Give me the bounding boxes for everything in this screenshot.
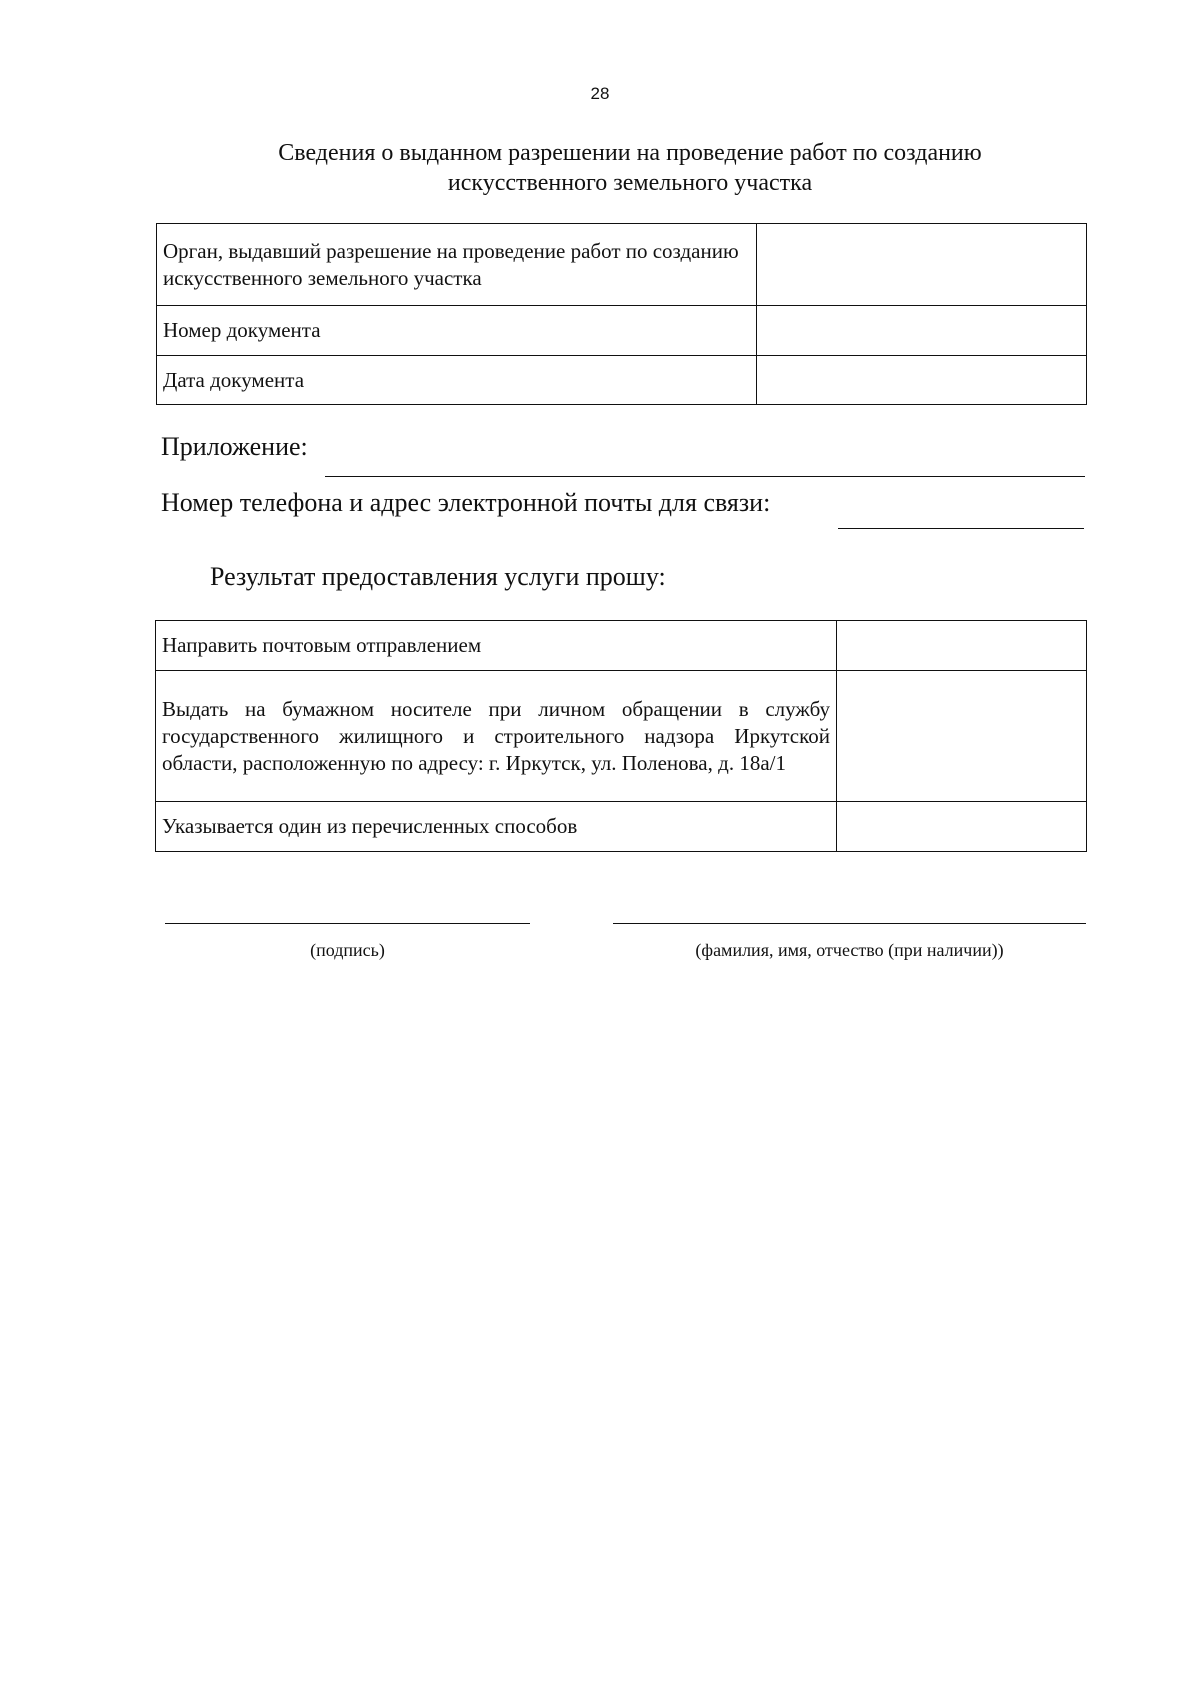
full-name-line[interactable]: [613, 923, 1086, 924]
signature-caption: (подпись): [310, 940, 385, 960]
contact-label: Номер телефона и адрес электронной почты для связи:: [161, 488, 771, 517]
postal-delivery-field[interactable]: [837, 621, 1087, 671]
in-person-pickup-field[interactable]: [837, 671, 1087, 802]
attachment-line[interactable]: [325, 476, 1085, 477]
table-row: [156, 621, 1087, 671]
full-name-caption: (фамилия, имя, отчество (при наличии)): [695, 940, 1004, 960]
in-person-pickup-label: Выдать на бумажном носителе при личном обращении в службу государственного жилищного и строительного надзора Иркутской области, расположенную по адресу: г. Иркутск, ул. Поленова, д. 18а/1: [156, 671, 837, 802]
postal-delivery-label: Направить почтовым отправлением: [156, 621, 837, 671]
method-note-label: Указывается один из перечисленных способов: [156, 802, 837, 852]
signature-line[interactable]: [165, 923, 530, 924]
attachment-label: Приложение:: [161, 432, 308, 461]
result-method-table: [155, 620, 1087, 852]
document-number-label: Номер документа: [157, 306, 757, 356]
contact-line[interactable]: [838, 528, 1084, 529]
section-title: Сведения о выданном разрешении на проведение работ по созданию искусственного земельного участка: [278, 140, 982, 196]
table-row: [157, 356, 1087, 405]
permit-issuer-label: Орган, выдавший разрешение на проведение работ по созданию искусственного земельного участка: [157, 224, 757, 306]
document-date-label: Дата документа: [157, 356, 757, 405]
table-row: [157, 306, 1087, 356]
method-note-field[interactable]: [837, 802, 1087, 852]
document-number-field[interactable]: [757, 306, 1087, 356]
result-heading: Результат предоставления услуги прошу:: [210, 562, 666, 591]
page-number: 28: [590, 84, 610, 103]
permit-issuer-field[interactable]: [757, 224, 1087, 306]
permit-info-table: [156, 223, 1087, 405]
table-row: [156, 802, 1087, 852]
document-date-field[interactable]: [757, 356, 1087, 405]
table-row: [156, 671, 1087, 802]
table-row: [157, 224, 1087, 306]
